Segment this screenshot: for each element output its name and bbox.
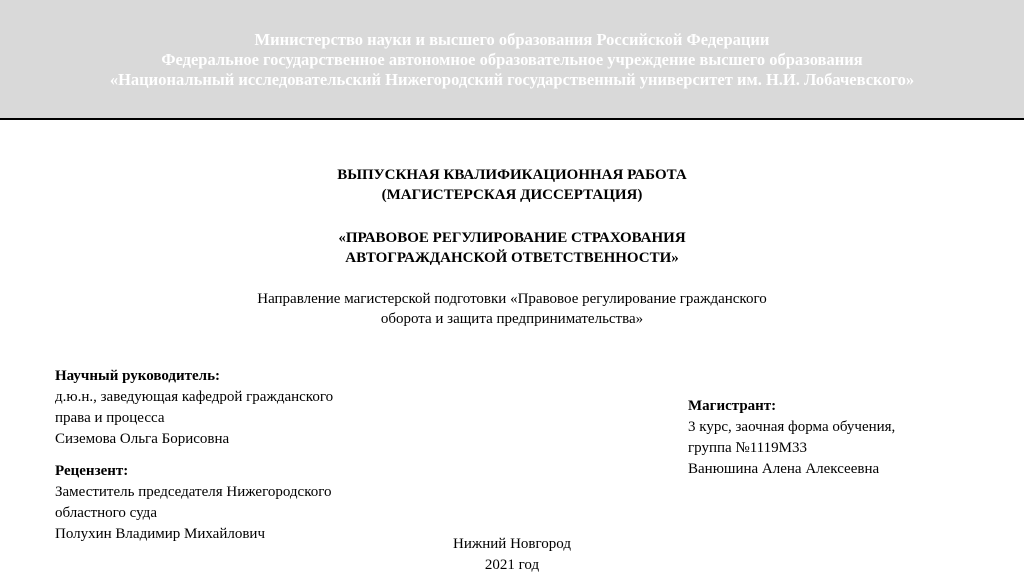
work-title-line-2: (МАГИСТЕРСКАЯ ДИССЕРТАЦИЯ) — [381, 187, 643, 203]
supervisor-position-line-1: д.ю.н., заведующая кафедрой гражданского — [55, 389, 334, 405]
footer-city: Нижний Новгород — [453, 536, 571, 552]
work-title-line-1: ВЫПУСКНАЯ КВАЛИФИКАЦИОННАЯ РАБОТА — [337, 167, 687, 183]
reviewer-position-line-1: Заместитель председателя Нижегородского — [55, 484, 332, 500]
study-direction — [0, 289, 1024, 329]
ministry-line: Министерство науки и высшего образования Российской Федерации — [254, 30, 770, 49]
footer-year: 2021 год — [484, 557, 540, 573]
student-block — [688, 396, 895, 480]
header-banner — [0, 0, 1024, 120]
thesis-topic-line-1: «ПРАВОВОЕ РЕГУЛИРОВАНИЕ СТРАХОВАНИЯ — [338, 230, 686, 246]
student-course-line: 3 курс, заочная форма обучения, — [688, 419, 896, 435]
study-direction-line-1: Направление магистерской подготовки «Правовое регулирование гражданского — [257, 291, 767, 307]
reviewer-name: Полухин Владимир Михайлович — [55, 526, 265, 542]
student-group-line: группа №1119М33 — [688, 440, 807, 456]
footer — [0, 534, 1024, 576]
supervisor-name: Сиземова Ольга Борисовна — [55, 431, 230, 447]
supervisor-block — [55, 366, 333, 450]
institution-lines — [0, 30, 1024, 90]
work-title — [0, 165, 1024, 205]
study-direction-line-2: оборота и защита предпринимательства» — [380, 311, 644, 327]
student-heading: Магистрант: — [688, 398, 777, 414]
thesis-topic — [0, 228, 1024, 268]
reviewer-position-line-2: областного суда — [55, 505, 157, 521]
thesis-topic-line-2: АВТОГРАЖДАНСКОЙ ОТВЕТСТВЕННОСТИ» — [345, 250, 679, 266]
reviewer-heading: Рецензент: — [55, 463, 129, 479]
university-name-line: «Национальный исследовательский Нижегородский государственный университет им. Н.И. Лобачевского» — [109, 70, 915, 89]
institution-type-line: Федеральное государственное автономное образовательное учреждение высшего образования — [161, 50, 863, 69]
supervisor-heading: Научный руководитель: — [55, 368, 220, 384]
student-name: Ванюшина Алена Алексеевна — [688, 461, 880, 477]
supervisor-position-line-2: права и процесса — [55, 410, 165, 426]
reviewer-block — [55, 461, 332, 545]
